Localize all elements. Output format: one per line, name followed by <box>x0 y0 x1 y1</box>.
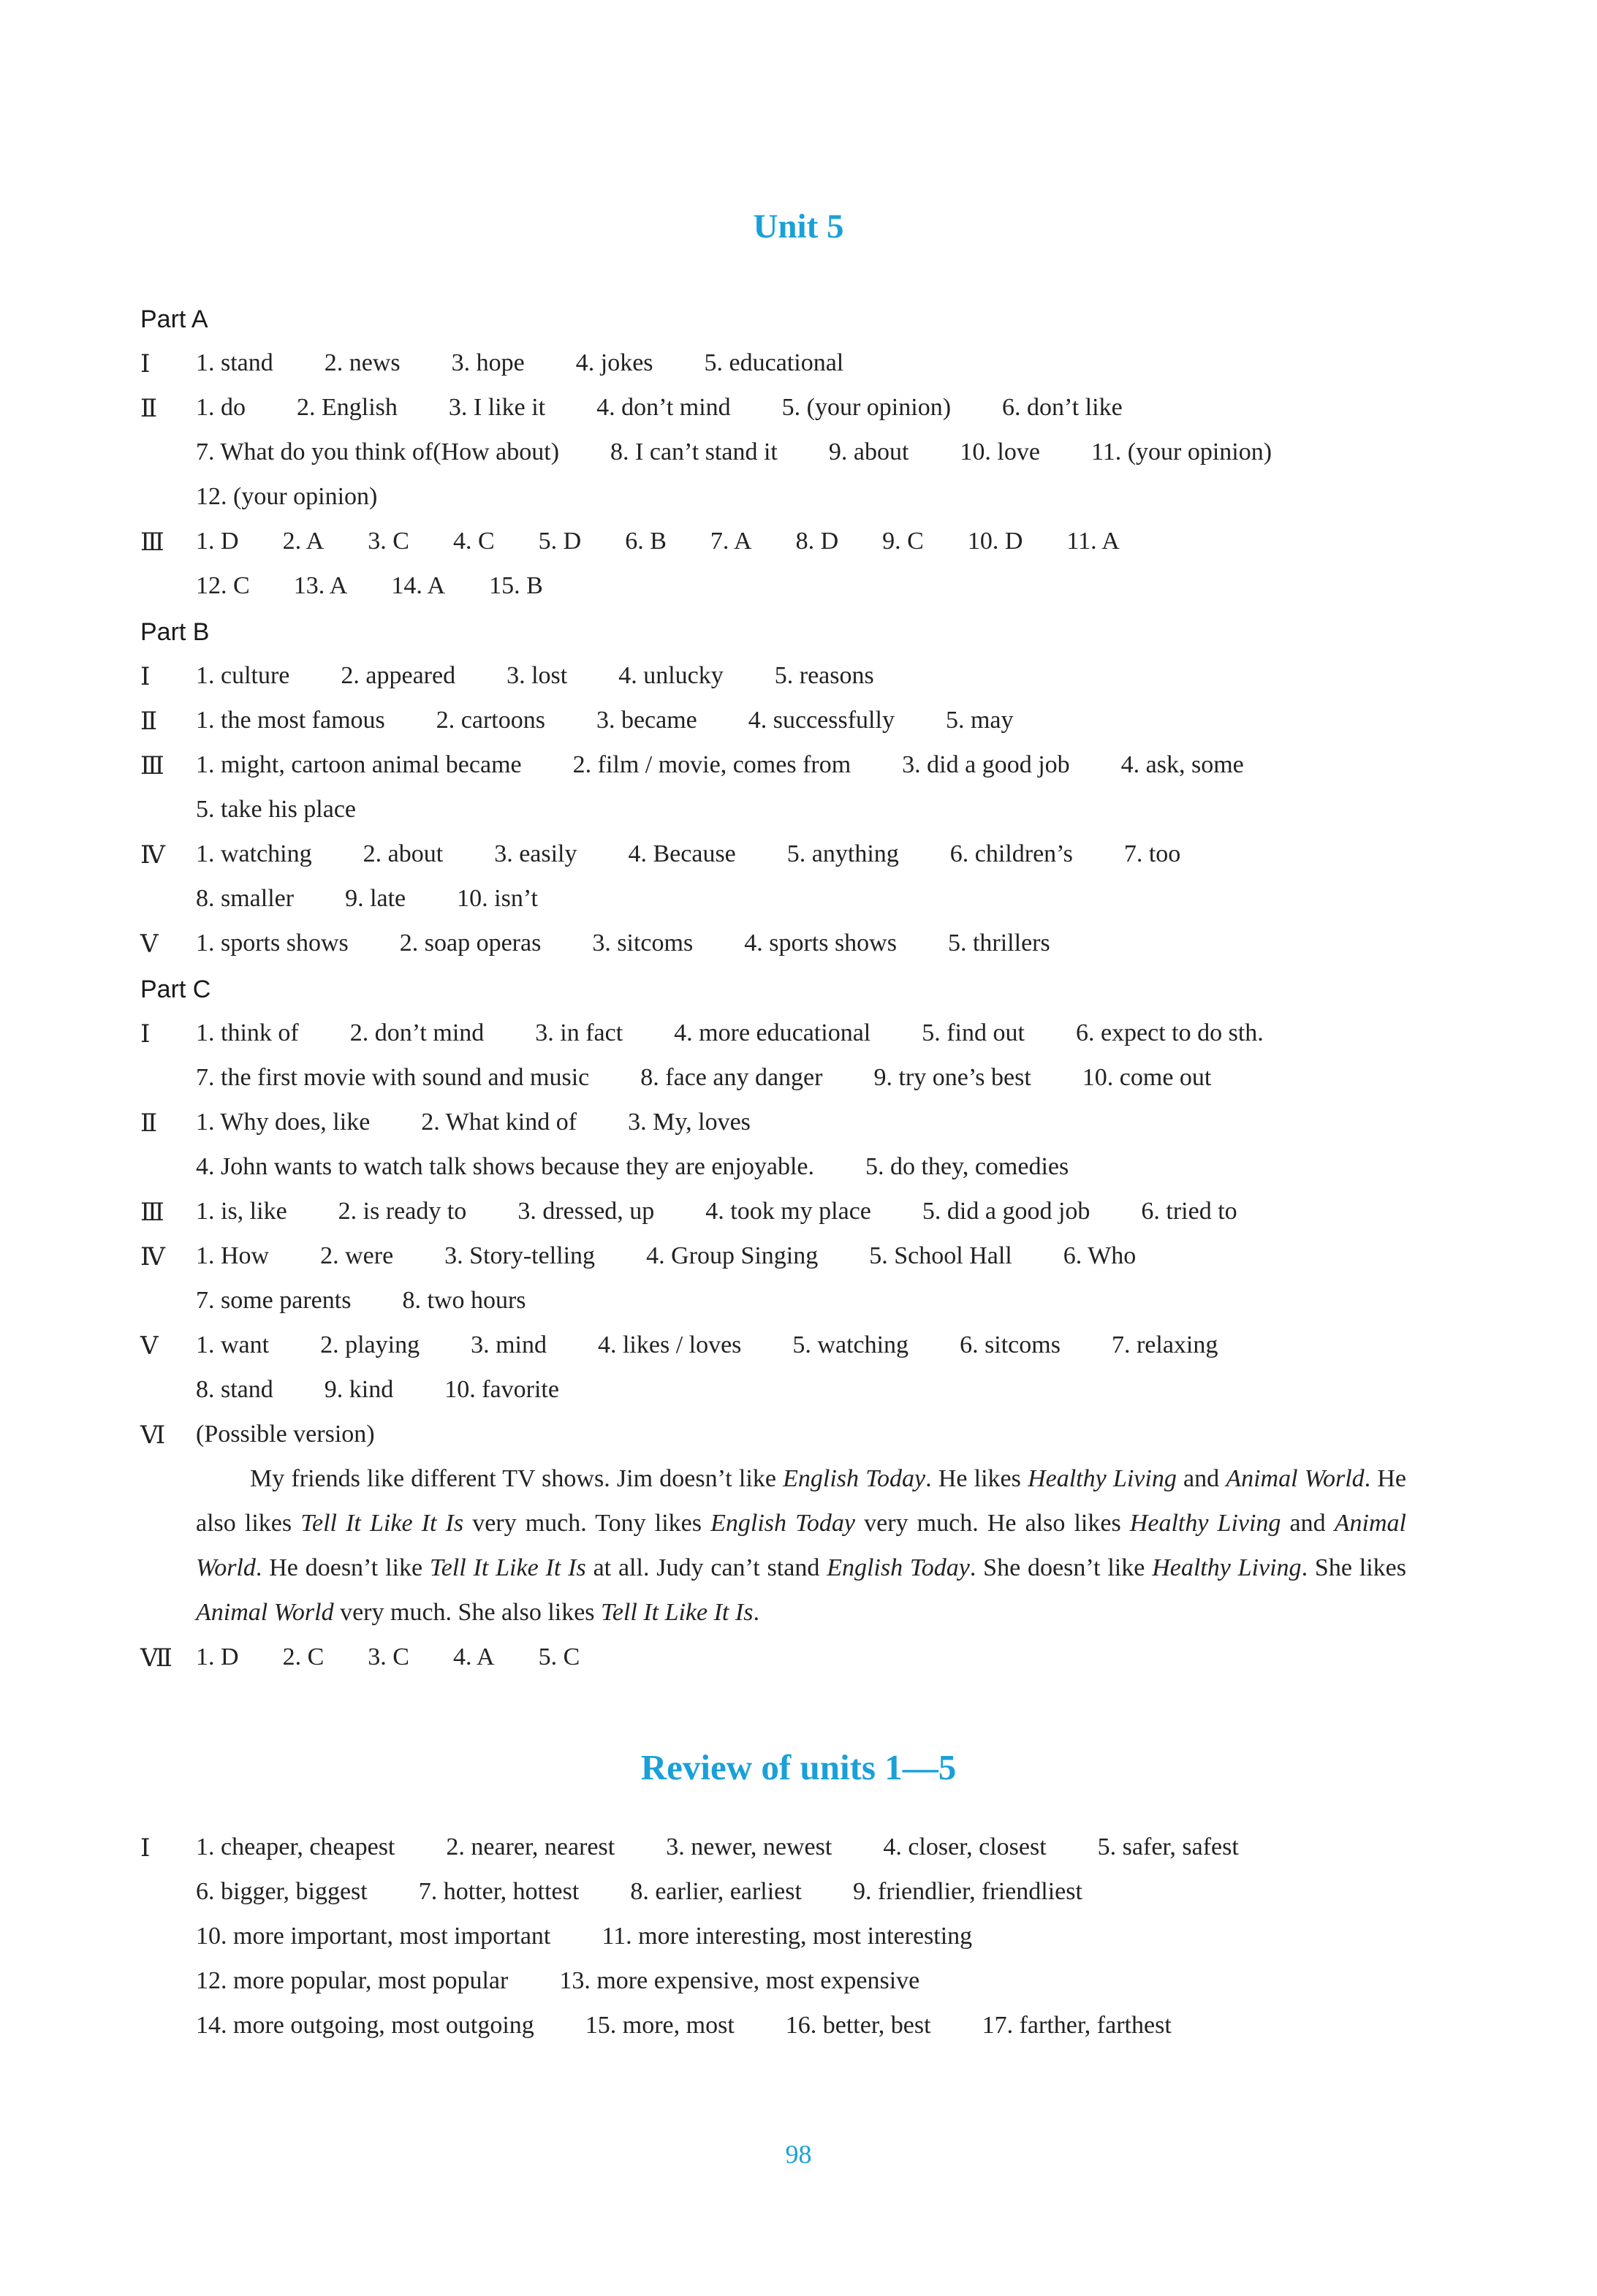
answer-row <box>196 438 1272 466</box>
answer-item: 3. sitcoms <box>592 930 694 957</box>
answer-item: 1. stand <box>196 349 273 376</box>
answer-item: 2. is ready to <box>338 1198 467 1225</box>
answer-item: 5. educational <box>704 349 844 376</box>
answer-item: 5. take his place <box>196 796 357 823</box>
unit-title: Unit 5 <box>753 208 844 246</box>
essay-text: very much. Tony likes <box>463 1510 711 1537</box>
part-b-label: Part B <box>140 618 210 646</box>
part-a-section-3-numeral: Ⅲ <box>140 529 164 556</box>
answer-row <box>196 1878 1082 1906</box>
answer-item: 4. don’t mind <box>596 394 731 421</box>
answer-item: 7. A <box>710 528 752 555</box>
part-c-section-2-numeral: Ⅱ <box>140 1110 158 1137</box>
show-title: Healthy Living <box>1028 1465 1177 1492</box>
answer-item: 10. D <box>967 528 1023 555</box>
answer-item: 4. jokes <box>575 349 653 376</box>
part-b-section-5-numeral: Ⅴ <box>140 931 159 958</box>
answer-item: 3. in fact <box>535 1019 623 1046</box>
answer-item: 5. find out <box>922 1019 1025 1046</box>
answer-item: 1. want <box>196 1331 270 1358</box>
answer-item: 4. ask, some <box>1120 751 1244 778</box>
answer-item: 7. hotter, hottest <box>418 1878 580 1905</box>
answer-item: 6. children’s <box>949 840 1073 867</box>
show-title: English Today <box>710 1510 856 1537</box>
answer-item: 9. C <box>882 528 924 555</box>
part-a-section-2-numeral: Ⅱ <box>140 395 158 422</box>
answer-item: 4. sports shows <box>744 930 897 957</box>
answer-item: 4. closer, closest <box>883 1833 1047 1860</box>
answer-item: 6. Who <box>1063 1242 1137 1269</box>
part-c-section-6-numeral: Ⅵ <box>140 1422 166 1449</box>
answer-item: 1. think of <box>196 1019 299 1046</box>
answer-item: 3. hope <box>451 349 525 376</box>
answer-row <box>196 394 1123 422</box>
essay-text: at all. Judy can’t stand <box>585 1554 827 1581</box>
answer-item: 12. (your opinion) <box>196 483 378 510</box>
answer-item: 4. C <box>452 528 495 555</box>
answer-item: 2. C <box>282 1643 325 1670</box>
show-title: Healthy Living <box>1152 1554 1302 1581</box>
show-title: Tell It Like It Is <box>429 1554 586 1581</box>
answer-item: 10. isn’t <box>457 885 538 912</box>
answer-item: 5. anything <box>786 840 899 867</box>
part-b-section-1-numeral: Ⅰ <box>140 664 151 691</box>
essay-text: . He likes <box>925 1465 1028 1492</box>
answer-row <box>196 1198 1237 1225</box>
answer-row <box>196 2012 1172 2040</box>
answer-item: 2. nearer, nearest <box>446 1833 615 1860</box>
answer-item: 1. is, like <box>196 1198 287 1225</box>
answer-item: 1. sports shows <box>196 930 349 957</box>
answer-row <box>196 707 1014 734</box>
answer-row <box>196 930 1050 957</box>
answer-item: 6. sitcoms <box>960 1331 1061 1358</box>
answer-item: 12. C <box>196 572 250 599</box>
part-c-section-1-numeral: Ⅰ <box>140 1021 151 1048</box>
show-title: English Today <box>783 1465 926 1492</box>
answer-item: 1. D <box>196 528 239 555</box>
part-a-section-1-numeral: Ⅰ <box>140 351 151 378</box>
answer-row <box>196 751 1244 779</box>
answer-item: 10. favorite <box>444 1376 559 1403</box>
essay-text: very much. She also likes <box>333 1599 602 1626</box>
answer-item: 4. likes / loves <box>597 1331 742 1358</box>
answer-item: 3. Story-telling <box>444 1242 596 1269</box>
answer-item: 3. easily <box>494 840 577 867</box>
answer-row <box>196 1923 972 1950</box>
essay-text: and <box>1176 1465 1226 1492</box>
answer-item: 5. watching <box>792 1331 909 1358</box>
answer-row <box>196 1242 1136 1270</box>
show-title: Tell It Like It Is <box>300 1510 464 1537</box>
answer-row <box>196 1643 623 1671</box>
answer-item: 2. about <box>363 840 444 867</box>
show-title: Animal World <box>196 1599 334 1626</box>
answer-item: 2. cartoons <box>436 707 545 734</box>
answer-item: 9. kind <box>324 1376 394 1403</box>
part-a-label: Part A <box>140 305 208 333</box>
answer-row <box>196 662 874 690</box>
answer-item: 5. (your opinion) <box>781 394 952 421</box>
answer-item: 6. bigger, biggest <box>196 1878 368 1905</box>
answer-item: 3. newer, newest <box>666 1833 832 1860</box>
answer-row <box>196 796 356 824</box>
answer-item: 2. soap operas <box>399 930 542 957</box>
answer-item: 4. John wants to watch talk shows because they are enjoyable. <box>196 1153 814 1180</box>
possible-version-heading: (Possible version) <box>196 1421 375 1448</box>
answer-item: 1. might, cartoon animal became <box>196 751 522 778</box>
answer-item: 8. D <box>795 528 839 555</box>
answer-item: 15. B <box>489 572 543 599</box>
answer-item: 2. don’t mind <box>349 1019 485 1046</box>
answer-item: 3. dressed, up <box>517 1198 655 1225</box>
answer-item: 8. earlier, earliest <box>630 1878 802 1905</box>
essay-text: . <box>753 1599 759 1626</box>
answer-item: 7. the first movie with sound and music <box>196 1064 590 1091</box>
answer-item: 17. farther, farthest <box>982 2012 1172 2039</box>
answer-item: 6. B <box>625 528 667 555</box>
answer-item: 2. appeared <box>341 662 456 689</box>
answer-item: 2. were <box>320 1242 394 1269</box>
show-title: Tell It Like It Is <box>601 1599 754 1626</box>
answer-item: 7. some parents <box>196 1287 352 1314</box>
part-c-section-3-numeral: Ⅲ <box>140 1199 164 1226</box>
answer-item: 4. more educational <box>674 1019 871 1046</box>
answer-row <box>196 840 1180 868</box>
answer-item: 6. tried to <box>1141 1198 1237 1225</box>
answer-item: 8. smaller <box>196 885 295 912</box>
essay-text: . He doesn’t like <box>255 1554 430 1581</box>
essay-text: . He also likes <box>196 1465 1407 1537</box>
answer-item: 5. D <box>538 528 582 555</box>
answer-item: 12. more popular, most popular <box>196 1967 509 1994</box>
answer-item: 5. C <box>538 1643 580 1670</box>
answer-row <box>196 1109 751 1136</box>
answer-item: 3. My, loves <box>628 1109 751 1136</box>
answer-item: 11. (your opinion) <box>1090 438 1272 465</box>
answer-item: 13. more expensive, most expensive <box>559 1967 920 1994</box>
answer-item: 2. What kind of <box>421 1109 577 1136</box>
answer-item: 1. D <box>196 1643 239 1670</box>
answer-item: 10. more important, most important <box>196 1923 551 1950</box>
review-title: Review of units 1—5 <box>640 1747 957 1787</box>
answer-item: 3. I like it <box>448 394 546 421</box>
answer-item: 1. How <box>196 1242 270 1269</box>
answer-item: 1. watching <box>196 840 312 867</box>
answer-row <box>196 572 587 600</box>
page-number: 98 <box>785 2140 812 2169</box>
answer-item: 2. film / movie, comes from <box>572 751 851 778</box>
part-c-section-5-numeral: Ⅴ <box>140 1333 159 1360</box>
answer-item: 2. news <box>324 349 401 376</box>
answer-item: 1. Why does, like <box>196 1109 371 1136</box>
answer-row <box>196 885 538 913</box>
answer-item: 1. culture <box>196 662 290 689</box>
answer-item: 9. about <box>828 438 909 465</box>
answer-item: 14. A <box>391 572 446 599</box>
essay-text: My friends like different TV shows. Jim doesn’t like <box>250 1465 784 1492</box>
answer-row <box>196 1376 559 1404</box>
answer-item: 5. do they, comedies <box>865 1153 1069 1180</box>
answer-item: 3. C <box>368 528 409 555</box>
essay-text: . She doesn’t like <box>969 1554 1153 1581</box>
answer-item: 4. took my place <box>705 1198 871 1225</box>
answer-item: 1. do <box>196 394 246 421</box>
answer-row <box>196 1064 1211 1092</box>
answer-item: 5. reasons <box>774 662 874 689</box>
answer-row <box>196 1287 526 1315</box>
answer-item: 13. A <box>293 572 348 599</box>
answer-row <box>196 1153 1069 1181</box>
answer-row <box>196 528 1164 555</box>
answer-item: 8. face any danger <box>640 1064 823 1091</box>
answer-row <box>196 1967 919 1995</box>
answer-item: 3. did a good job <box>902 751 1070 778</box>
show-title: Healthy Living <box>1129 1510 1281 1537</box>
answer-item: 8. two hours <box>402 1287 526 1314</box>
answer-item: 8. stand <box>196 1376 273 1403</box>
answer-item: 1. cheaper, cheapest <box>196 1833 395 1860</box>
answer-item: 4. unlucky <box>618 662 724 689</box>
answer-item: 5. thrillers <box>947 930 1050 957</box>
review-section-1-numeral: Ⅰ <box>140 1835 151 1862</box>
essay-text: very much. He also likes <box>855 1510 1130 1537</box>
answer-item: 16. better, best <box>785 2012 931 2039</box>
answer-item: 8. I can’t stand it <box>610 438 778 465</box>
answer-item: 4. successfully <box>748 707 895 734</box>
answer-item: 4. Because <box>628 840 736 867</box>
answer-item: 7. too <box>1123 840 1181 867</box>
answer-item: 10. love <box>960 438 1040 465</box>
answer-item: 1. the most famous <box>196 707 385 734</box>
answer-item: 3. mind <box>471 1331 547 1358</box>
answer-item: 3. became <box>596 707 697 734</box>
answer-item: 14. more outgoing, most outgoing <box>196 2012 534 2039</box>
essay-text: and <box>1281 1510 1335 1537</box>
answer-row <box>196 349 843 377</box>
show-title: English Today <box>827 1554 970 1581</box>
answer-item: 11. more interesting, most interesting <box>602 1923 973 1950</box>
part-b-section-3-numeral: Ⅲ <box>140 753 164 780</box>
answer-item: 3. lost <box>507 662 568 689</box>
essay-text: . She likes <box>1301 1554 1406 1581</box>
part-c-section-7-numeral: Ⅶ <box>140 1645 172 1672</box>
answer-item: 7. relaxing <box>1111 1331 1218 1358</box>
answer-item: 5. safer, safest <box>1097 1833 1239 1860</box>
answer-item: 3. C <box>368 1643 409 1670</box>
answer-item: 2. playing <box>320 1331 420 1358</box>
show-title: Animal World <box>196 1510 1406 1581</box>
part-b-section-2-numeral: Ⅱ <box>140 708 158 735</box>
answer-item: 9. try one’s best <box>873 1064 1031 1091</box>
answer-row <box>196 1833 1239 1861</box>
part-c-label: Part C <box>140 976 211 1003</box>
answer-item: 2. English <box>297 394 398 421</box>
answer-item: 5. did a good job <box>922 1198 1090 1225</box>
answer-item: 6. don’t like <box>1002 394 1123 421</box>
answer-item: 10. come out <box>1082 1064 1212 1091</box>
part-c-section-4-numeral: Ⅳ <box>140 1244 165 1271</box>
answer-item: 4. A <box>452 1643 495 1670</box>
show-title: Animal World <box>1226 1465 1365 1492</box>
answer-row <box>196 1019 1264 1047</box>
answer-item: 9. friendlier, friendliest <box>852 1878 1082 1905</box>
answer-item: 6. expect to do sth. <box>1075 1019 1264 1046</box>
answer-item: 15. more, most <box>585 2012 735 2039</box>
answer-item: 7. What do you think of(How about) <box>196 438 560 465</box>
answer-item: 5. may <box>945 707 1014 734</box>
answer-row <box>196 1331 1218 1359</box>
answer-item: 2. A <box>282 528 325 555</box>
answer-row <box>196 483 377 511</box>
answer-item: 11. A <box>1066 528 1120 555</box>
sample-essay <box>196 1456 1406 1635</box>
answer-item: 4. Group Singing <box>646 1242 819 1269</box>
part-b-section-4-numeral: Ⅳ <box>140 842 165 869</box>
answer-item: 9. late <box>345 885 406 912</box>
answer-item: 5. School Hall <box>869 1242 1012 1269</box>
